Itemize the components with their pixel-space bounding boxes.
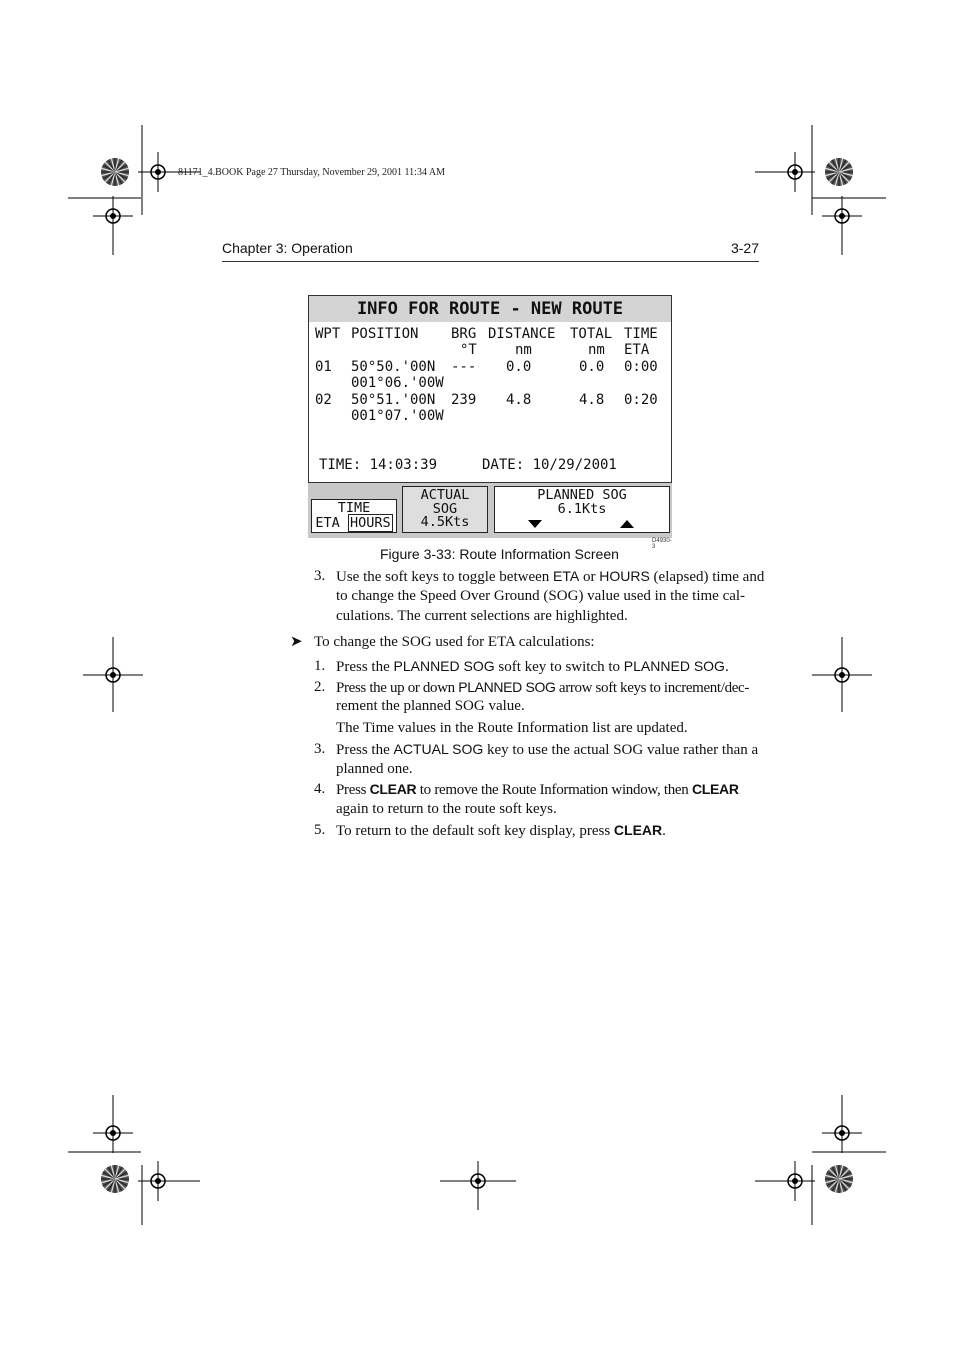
col-unit-time: ETA — [624, 342, 650, 358]
planned-sog-value: 6.1Kts — [557, 500, 607, 517]
crop-mark — [113, 230, 115, 256]
step-number: 3. — [314, 741, 326, 757]
row-wpt: 02 — [315, 392, 332, 408]
row-latitude: 50°50.'00N — [351, 359, 436, 375]
crop-mark — [842, 1095, 844, 1121]
row-distance: 0.0 — [506, 359, 532, 375]
crop-mark — [146, 1181, 201, 1183]
step-note: The Time values in the Route Information list are updated. — [336, 720, 688, 736]
crop-mark — [68, 198, 142, 200]
eta-term: ETA — [553, 568, 580, 584]
row-longitude: 001°06.'00W — [351, 375, 444, 391]
step-number: 5. — [314, 822, 326, 838]
up-arrow-icon[interactable] — [620, 520, 634, 528]
planned-sog-softkey[interactable] — [494, 486, 670, 533]
procedure-heading: To change the SOG used for ETA calculations: — [314, 634, 595, 650]
clear-key-term: CLEAR — [691, 781, 739, 797]
hours-term: HOURS — [599, 568, 650, 584]
row-bearing: 239 — [451, 392, 477, 408]
step-text: Press CLEAR to remove the Route Information window, then CLEAR — [336, 781, 739, 798]
crop-mark — [812, 1165, 814, 1226]
crop-mark — [68, 1152, 142, 1154]
softkey-bar — [308, 483, 672, 538]
col-header-distance: DISTANCE — [488, 326, 556, 342]
col-header-time: TIME — [624, 326, 658, 342]
step-text: Press the up or down PLANNED SOG arrow soft keys to increment/dec- — [336, 679, 749, 696]
time-softkey[interactable] — [311, 499, 397, 533]
step-text: again to return to the route soft keys. — [336, 801, 557, 817]
crop-mark — [478, 1165, 480, 1211]
screen-title: INFO FOR ROUTE - NEW ROUTE — [308, 295, 672, 323]
step-text: rement the planned SOG value. — [336, 698, 525, 714]
crop-mark — [812, 198, 887, 200]
color-target-icon — [824, 1164, 854, 1194]
step-text: Press the PLANNED SOG soft key to switch to PLANNED SOG. — [336, 658, 729, 675]
color-target-icon — [100, 157, 130, 187]
figure-code: D4930-3 — [652, 538, 672, 550]
col-unit-brg: °T — [460, 342, 477, 358]
step-text: planned one. — [336, 761, 413, 777]
crop-mark — [755, 172, 809, 174]
route-info-screen — [308, 295, 672, 550]
step-number: 2. — [314, 679, 326, 695]
header-rule — [222, 261, 759, 262]
current-date: DATE: 10/29/2001 — [482, 457, 617, 473]
planned-sog-term: PLANNED SOG — [623, 658, 725, 674]
row-total: 0.0 — [579, 359, 605, 375]
crop-mark — [113, 1095, 115, 1121]
row-latitude: 50°51.'00N — [351, 392, 436, 408]
crop-mark — [842, 230, 844, 256]
col-header-position: POSITION — [351, 326, 419, 342]
crop-mark — [142, 125, 144, 216]
crop-mark — [142, 1165, 144, 1226]
row-longitude: 001°07.'00W — [351, 408, 444, 424]
color-target-icon — [824, 157, 854, 187]
col-unit-total: nm — [588, 342, 605, 358]
planned-sog-term: PLANNED SOG — [393, 658, 495, 674]
step-text: to change the Speed Over Ground (SOG) value used in the time cal- — [336, 588, 746, 604]
clear-key-term: CLEAR — [613, 822, 663, 838]
crop-mark — [812, 125, 814, 216]
step-number: 3. — [314, 568, 326, 584]
step-number: 4. — [314, 781, 326, 797]
step-text: To return to the default soft key display, press CLEAR. — [336, 822, 666, 839]
actual-sog-softkey[interactable] — [402, 486, 488, 533]
down-arrow-icon[interactable] — [528, 520, 542, 528]
route-info-table — [308, 322, 672, 483]
row-time: 0:20 — [624, 392, 658, 408]
crop-mark — [812, 1152, 887, 1154]
col-header-wpt: WPT — [315, 326, 341, 342]
step-text: Use the soft keys to toggle between ETA or HOURS (elapsed) time and — [336, 568, 765, 585]
actual-sog-label-line2: SOG — [432, 500, 458, 517]
planned-sog-term: PLANNED SOG — [458, 679, 556, 695]
procedure-arrow-icon: ➤ — [290, 634, 303, 650]
actual-sog-value: 4.5Kts — [420, 514, 470, 530]
step-text: Press the ACTUAL SOG key to use the actual SOG value rather than a — [336, 741, 759, 758]
figure-caption: Figure 3-33: Route Information Screen — [380, 546, 619, 562]
row-total: 4.8 — [579, 392, 605, 408]
planned-sog-label: PLANNED SOG — [537, 487, 627, 503]
hours-option: HOURS — [349, 514, 391, 531]
crop-mark — [755, 1181, 809, 1183]
crop-mark — [812, 675, 873, 677]
color-target-icon — [100, 1164, 130, 1194]
eta-option: ETA — [315, 514, 340, 531]
row-bearing: --- — [451, 359, 477, 375]
actual-sog-label-line1: ACTUAL — [420, 487, 470, 503]
crop-mark — [146, 172, 201, 174]
step-number: 1. — [314, 658, 326, 674]
clear-key-term: CLEAR — [369, 781, 417, 797]
col-unit-distance: nm — [515, 342, 532, 358]
page-number: 3-27 — [730, 240, 759, 256]
time-softkey-label: TIME — [337, 500, 371, 516]
print-metadata: 81171_4.BOOK Page 27 Thursday, November 29, 2001 11:34 AM — [178, 167, 446, 178]
crop-mark — [83, 675, 144, 677]
row-distance: 4.8 — [506, 392, 532, 408]
col-header-total: TOTAL — [570, 326, 613, 342]
col-header-brg: BRG — [451, 326, 477, 342]
step-text: culations. The current selections are highlighted. — [336, 608, 628, 624]
row-wpt: 01 — [315, 359, 332, 375]
actual-sog-term: ACTUAL SOG — [393, 741, 484, 757]
current-time: TIME: 14:03:39 — [319, 457, 438, 473]
chapter-title: Chapter 3: Operation — [222, 240, 353, 256]
row-time: 0:00 — [624, 359, 658, 375]
